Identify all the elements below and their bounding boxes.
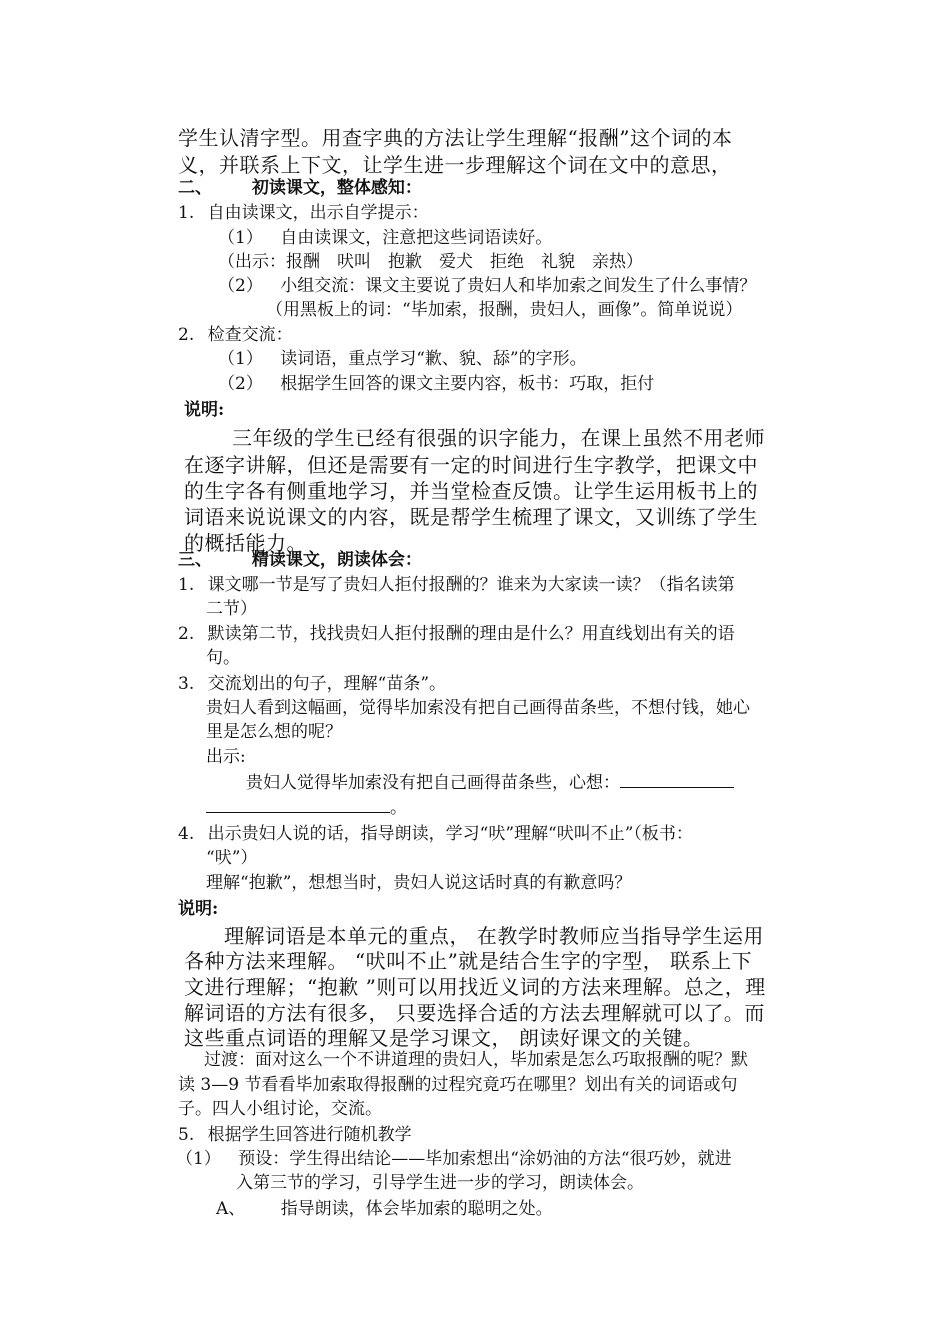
list-number: 3.	[178, 674, 195, 694]
prompt-end: 。	[390, 798, 407, 818]
list-text: 自由读课文，出示自学提示：	[207, 203, 429, 223]
blank-line	[620, 771, 734, 788]
sub-text-cont: 入第三节的学习，引导学生进一步的学习，朗读体会。	[236, 1173, 644, 1193]
fill-in-prompt	[246, 771, 734, 795]
list-text: 出示贵妇人说的话，指导朗读，学习“吠”理解“吠叫不止”（板书：	[207, 824, 693, 844]
list-item	[178, 323, 293, 347]
list-item	[178, 573, 735, 597]
sub-text: 读词语，重点学习“歉、貌、舔”的字形。	[280, 349, 587, 369]
section-heading	[178, 548, 422, 572]
list-text: 检查交流：	[207, 325, 293, 345]
list-item	[178, 201, 429, 225]
sub-number: A、	[216, 1199, 246, 1219]
section-heading	[178, 176, 422, 200]
sub-number: （1）	[218, 349, 263, 369]
list-item	[178, 622, 735, 646]
transition-line: 过渡：面对这么一个不讲道理的贵妇人，毕加索是怎么巧取报酬的呢？默	[204, 1050, 748, 1070]
list-text-cont: 贵妇人看到这幅画，觉得毕加索没有把自己画得苗条些，不想付钱，她心	[206, 698, 750, 718]
list-text: 根据学生回答进行随机教学	[207, 1125, 412, 1145]
list-number: 1.	[178, 575, 195, 595]
list-text: 课文哪一节是写了贵妇人拒付报酬的？谁来为大家读一读？（指名读第	[207, 575, 735, 595]
list-number: 4.	[178, 824, 195, 844]
sub-number: （2）	[218, 276, 263, 296]
prompt-text: 贵妇人觉得毕加索没有把自己画得苗条些，心想：	[246, 773, 620, 793]
note-line: 各种方法来理解。 “吠叫不止”就是结合生字的字型， 联系上下	[184, 949, 753, 973]
list-number: 1.	[178, 203, 195, 223]
section-title: 精读课文，朗读体会：	[251, 550, 422, 570]
sub-text: 根据学生回答的课文主要内容，板书：巧取，拒付	[280, 374, 655, 394]
note-label: 说明:	[184, 400, 225, 420]
word-list: （出示：报酬 吠叫 抱歉 爱犬 拒绝 礼貌 亲热）	[218, 252, 643, 272]
sub-text: 预设：学生得出结论——毕加索想出“涂奶油的方法“很巧妙，就进	[238, 1149, 732, 1169]
sub-item	[216, 1197, 553, 1221]
sub-item	[218, 372, 654, 396]
sub-text: 指导朗读，体会毕加索的聪明之处。	[280, 1199, 553, 1219]
note-line: 解词语的方法有很多， 只要选择合适的方法去理解就可以了。而	[184, 1001, 765, 1025]
sub-text: 自由读课文，注意把这些词语读好。	[280, 228, 553, 248]
note-label: 说明:	[178, 899, 219, 919]
list-text: 默读第二节，找找贵妇人拒付报酬的理由是什么？用直线划出有关的语	[207, 624, 735, 644]
fill-in-prompt-cont	[206, 796, 407, 820]
sub-item	[218, 226, 552, 250]
transition-line: 读 3—9 节看看毕加索取得报酬的过程究竟巧在哪里？划出有关的词语或句	[178, 1075, 738, 1095]
list-number: 2.	[178, 325, 195, 345]
intro-line: 义，并联系上下文，让学生进一步理解这个词在文中的意思，	[178, 153, 732, 177]
note-line: 文进行理解；“抱歉 ”则可以用找近义词的方法来理解。总之，理	[184, 975, 766, 999]
intro-line: 学生认清字型。用查字典的方法让学生理解“报酬”这个词的本	[178, 126, 733, 150]
note-line: 在逐字讲解，但还是需要有一定的时间进行生字教学，把课文中	[184, 453, 758, 477]
list-text-cont: 理解“抱歉”，想想当时，贵妇人说这话时真的有歉意吗？	[206, 873, 632, 893]
section-title: 初读课文，整体感知：	[251, 178, 422, 198]
note-line: 的概括能力。	[184, 531, 307, 555]
section-number: 二、	[178, 178, 212, 198]
list-text-cont: 句。	[206, 648, 240, 668]
list-item	[178, 1123, 412, 1147]
list-text-cont: 出示:	[206, 747, 246, 767]
blank-line	[206, 796, 390, 813]
list-text-cont: 里是怎么想的呢？	[206, 722, 342, 742]
note-line: 这些重点词语的理解又是学习课文， 朗读好课文的关键。	[184, 1026, 704, 1050]
sub-note: （用黑板上的词：“毕加索，报酬，贵妇人，画像”。简单说说）	[266, 300, 743, 320]
sub-number: （1）	[176, 1149, 221, 1169]
sub-item	[218, 347, 587, 371]
sub-text: 小组交流：课文主要说了贵妇人和毕加索之间发生了什么事情？	[280, 276, 757, 296]
note-line: 词语来说说课文的内容，既是帮学生梳理了课文，又训练了学生	[184, 505, 758, 529]
note-line: 的生字各有侧重地学习，并当堂检查反馈。让学生运用板书上的	[184, 479, 758, 503]
list-number: 2.	[178, 624, 195, 644]
transition-line: 子。四人小组讨论，交流。	[178, 1099, 382, 1119]
sub-number: （1）	[218, 228, 263, 248]
sub-number: （2）	[218, 374, 263, 394]
note-line: 理解词语是本单元的重点， 在教学时教师应当指导学生运用	[224, 924, 764, 948]
list-item	[178, 672, 446, 696]
sub-item	[218, 274, 756, 298]
section-number: 三、	[178, 550, 212, 570]
sub-item	[176, 1147, 732, 1171]
list-text-cont: “吠”）	[206, 848, 258, 868]
list-text: 交流划出的句子，理解“苗条”。	[207, 674, 447, 694]
list-item	[178, 822, 693, 846]
list-number: 5.	[178, 1125, 195, 1145]
list-text-cont: 二节）	[206, 599, 257, 619]
note-line: 三年级的学生已经有很强的识字能力，在课上虽然不用老师	[232, 426, 765, 450]
